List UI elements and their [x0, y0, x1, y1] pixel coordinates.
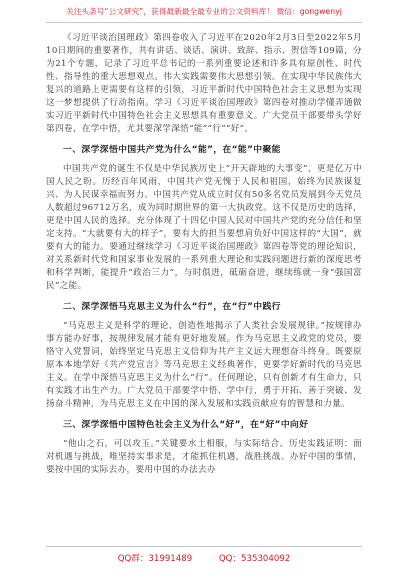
footer: [0, 552, 408, 564]
footer-qq-group: QQ群：31991489: [117, 554, 193, 564]
section-2-paragraph: “马克思主义是科学的理论，创造性地揭示了人类社会发展规律。”按规律办事方能办好事，按规律发展才能有更好地发展。作为马克思主义政党的党员，要恪守入党誓词，始终坚定马克思主义信仰为共产主义远大理想奋斗终身。既要原原本本地学好《共产党宣言》等马克思主义经典著作，更要学好新时代的马克思主义。在学中深悟马克思主义为什么“行”。任何理论，只有创新才有生命力，只有实践才出生产力。广大党员干部要学中悟、学中行，勇于开拓、善于突破、发扬奋斗精神，为马克思主义在中国的深入发展和实践贡献应有的智慧和力量。: [46, 321, 362, 409]
header-banner: 关注头条号“公文研究”，获得最新最全最专业的公文资料库！ 微信：gongwenyj: [66, 7, 342, 16]
footer-divider: [46, 546, 362, 547]
section-1-paragraph: 中国共产党的诞生不仅是中华民族历史上“开天辟地的大事变”，更是亿万中国人民之盼。历经百年风雨，中国共产党无愧于人民和祖国，始终为民族谋复兴、为人民谋幸福而努力。中国共产党从成立时仅有50多名党员发展到今天党员人数超过96712万名，成为同时期世界的第一大执政党。这不仅是历史的选择，更是中国人民的选择。充分体现了十四亿中国人民对中国共产党的充分信任和坚定支持。“大就要有大的样子”，要有大的担当要想肩负好中国这样的“大国”，就要有大的能力。要通过继续学习《习近平谈治国理政》第四卷等党的理论知识，对关系新时代党和国家事业发展的一系列重大理论和实践问题进行新的深度思考和科学判断，能提升“政治三力”，与时俱进，砥砺奋进，继续练就一身“强国富民”之能。: [46, 164, 362, 291]
section-heading-3: 三、深学深悟中国特色社会主义为什么“好”，在“好”中向好: [63, 420, 309, 430]
section-heading-1: 一、深学深悟中国共产党为什么“能”，在“能”中聚能: [63, 145, 281, 155]
section-3-paragraph: “他山之石，可以攻玉。”关键要水土相服，与实际结合。历史实践证明：面对机遇与挑战，唯坚持实事求是，才能抓住机遇，战胜挑战。办好中国的事情，要按中国的实际去办，要用中国的办法去办: [46, 439, 362, 475]
intro-paragraph: 《习近平谈治国理政》第四卷收入了习近平在2020年2月3日至2022年5月10日期间的重要著作，共有讲话、谈话、演讲、致辞、指示、贺信等109篇，分为21个专题，记录了习近平总书记的一系列重要论述和许多具有原创性、时代性、指导性的重大思想观点。伟大实践需要伟大思想引领。在实现中华民族伟大复兴的道路上更需要有这样的引领，习近平新时代中国特色社会主义思想为实现这一梦想提供了行动指南。学习《习近平谈治国理政》第四卷对推动学懂弄通做实习近平新时代中国特色社会主义思想具有重要意义。广大党员干部要带头学好第四卷，在学中悟，尤其要深学深悟“能”“行”“好”。: [46, 33, 362, 134]
footer-qq-contact: QQ：535304092: [218, 554, 291, 564]
document-body: [46, 32, 362, 477]
header-divider: [46, 22, 362, 23]
section-heading-2: 二、深学深悟马克思主义为什么“行”，在“行”中践行: [63, 302, 281, 312]
